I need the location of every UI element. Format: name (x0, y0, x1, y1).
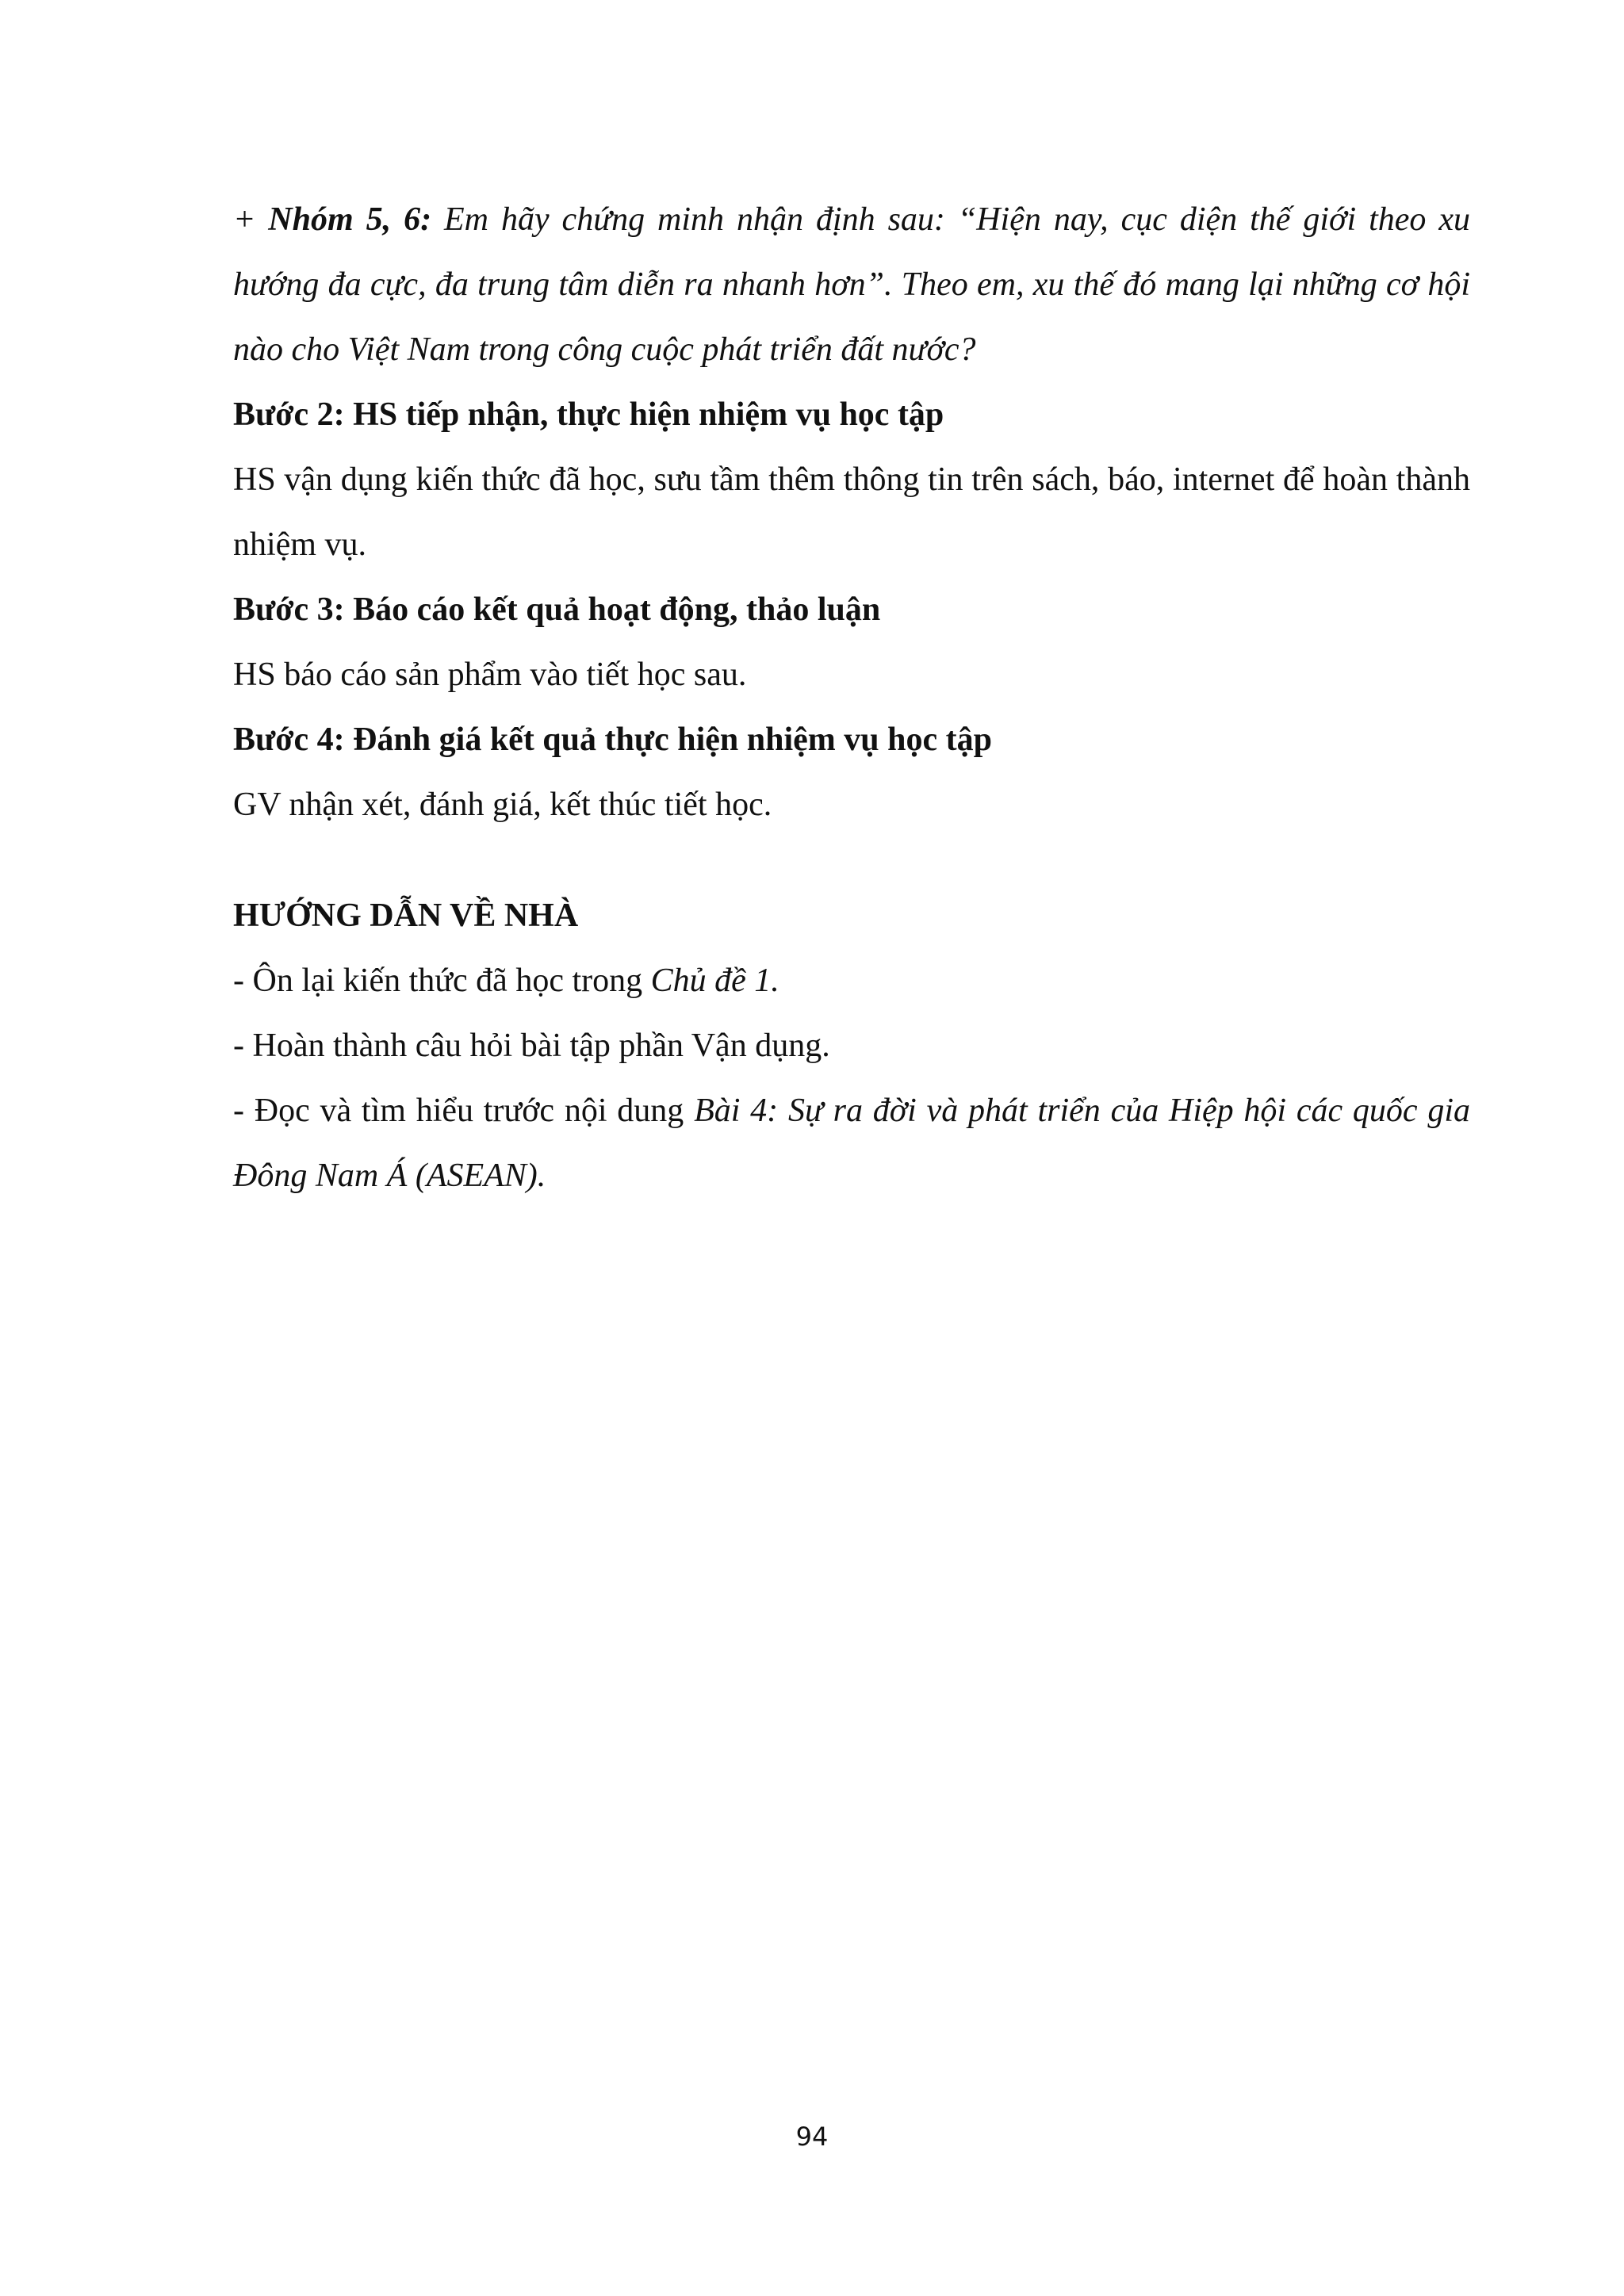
home-guide-item-1-text: - Ôn lại kiến thức đã học trong (233, 962, 651, 999)
task-group-label: Nhóm 5, 6: (268, 201, 432, 238)
home-guide-item-3-italic: Bài 4: Sự ra đời và phát triển của Hiệp hội các quốc gia Đông Nam Á (ASEAN). (233, 1093, 1471, 1194)
step-2-body: HS vận dụng kiến thức đã học, sưu tầm thêm thông tin trên sách, báo, internet để hoàn thành nhiệm vụ. (233, 461, 1470, 563)
home-guide-item-3 (233, 1078, 1470, 1208)
step-4-body: GV nhận xét, đánh giá, kết thúc tiết học. (233, 786, 772, 823)
task-group-prefix: + (233, 201, 269, 238)
home-guide-title: HƯỚNG DẪN VỀ NHÀ (233, 897, 579, 934)
step-2-title: Bước 2: HS tiếp nhận, thực hiện nhiệm vụ học tập (233, 396, 944, 433)
task-group-text: Em hãy chứng minh nhận định sau: “Hiện nay, cục diện thế giới theo xu hướng đa cực, đa trung tâm diễn ra nhanh hơn”. Theo em, xu thế đó mang lại những cơ hội nào cho Việt Nam trong công cuộc phát triển đất nước? (233, 201, 1470, 368)
home-guide-item-1-italic: Chủ đề 1. (650, 962, 779, 999)
task-group-5-6 (233, 187, 1470, 382)
step-3-title: Bước 3: Báo cáo kết quả hoạt động, thảo luận (233, 591, 881, 628)
document-body (233, 187, 1470, 1208)
home-guide-item-3-text: - Đọc và tìm hiểu trước nội dung (233, 1093, 695, 1129)
home-guide-item-1 (233, 948, 1470, 1013)
home-guide-item-2: - Hoàn thành câu hỏi bài tập phần Vận dụng. (233, 1027, 830, 1064)
section-gap (233, 837, 1470, 883)
page-number: 94 (795, 2122, 829, 2152)
step-3-body: HS báo cáo sản phẩm vào tiết học sau. (233, 656, 747, 693)
step-4-title: Bước 4: Đánh giá kết quả thực hiện nhiệm vụ học tập (233, 721, 992, 758)
